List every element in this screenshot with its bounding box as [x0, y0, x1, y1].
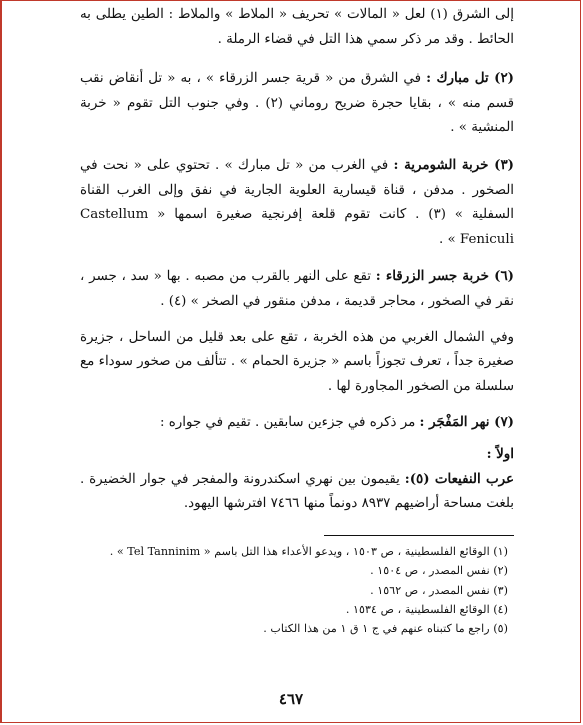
paragraph-nahr-mafjar: [80, 410, 514, 436]
arab-heading: عرب النفيعات (٥):: [404, 470, 514, 487]
footnote-5: (٥) راجع ما كتبناه عنهم في ج ١ ق ١ من هذا الكتاب .: [263, 622, 508, 636]
paragraph-4-heading: (٦) خربة جسر الزرقاء :: [375, 268, 515, 285]
subheading-first: اولاً :: [486, 445, 514, 462]
paragraph-3-heading: (٣) خربة الشومرية :: [393, 156, 514, 173]
paragraph-2-text: في الشرق من « قرية جسر الزرقاء » ، به « تل أنقاض نقب قسم منه » ، بقايا حجرة ضريح روماني (٢) . وفي جنوب التل تقوم « خربة المنشية » .: [80, 71, 514, 136]
paragraph-arab-nufayat: [80, 467, 514, 517]
paragraph-1: [80, 3, 514, 52]
paragraph-khirbet-jisr: [80, 264, 514, 314]
paragraph-khirbet-shumariya: [80, 153, 514, 252]
footnote-1: (١) الوقائع الفلسطينية ، ص ١٥٠٣ ، ويدعو الأعداء هذا التل باسم « Tel Tanninim » .: [109, 544, 508, 558]
paragraph-island: [80, 326, 514, 400]
page-body: [80, 3, 514, 639]
paragraph-1-text: إلى الشرق (١) لعل « المالات » تحريف « الملاط » والملاط : الطين يطلى به الحائط . وقد مر ذكر سمي هذا التل في قضاء الرملة .: [80, 7, 514, 47]
paragraph-3-text: في الغرب من « تل مبارك » . تحتوي على « نحت في الصخور . مدفن ، قناة قيسارية العلوية الجارية في نفق وإلى الغرب القناة السفلية » (٣) . كانت تقوم قلعة إفرنجية صغيرة اسمها « Castellum Feniculi » .: [80, 157, 514, 247]
paragraph-4-text: تقع على النهر بالقرب من مصبه . بها « سد ، جسر ، نقر في الصخور ، محاجر قديمة ، مدفن منقور في الصخر » (٤) .: [80, 269, 514, 309]
paragraph-2-heading: (٢) تل مبارك :: [426, 70, 514, 87]
paragraph-tel-mubarak: [80, 66, 514, 141]
arab-text: يقيمون بين نهري اسكندرونة والمفجر في جوار الخضيرة . بلغت مساحة أراضيهم ٨٩٣٧ دونماً منها ٧٤٦٦ افترشها اليهود.: [80, 471, 514, 512]
page-number: ٤٦٧: [278, 690, 304, 708]
paragraph-6-text: مر ذكره في جزءين سابقين . تقيم في جواره :: [160, 415, 416, 431]
footnote-3: (٣) نفس المصدر ، ص ١٥٦٢ .: [370, 583, 508, 597]
footnote-4: (٤) الوقائع الفلسطينية ، ص ١٥٣٤ .: [345, 602, 508, 616]
footnotes: [80, 542, 514, 639]
paragraph-6-heading: (٧) نهر المَفْجَر :: [419, 414, 514, 431]
footnote-2: (٢) نفس المصدر ، ص ١٥٠٤ .: [370, 564, 508, 578]
paragraph-5-text: وفي الشمال الغربي من هذه الخربة ، تقع على بعد قليل من الساحل ، جزيرة صغيرة جداً ، تعرف تجوزاً باسم « جزيرة الحمام » . تتألف من صخور سوداء مع سلسلة من الصخور المجاورة لها .: [80, 329, 514, 394]
footnote-divider: [324, 535, 514, 536]
